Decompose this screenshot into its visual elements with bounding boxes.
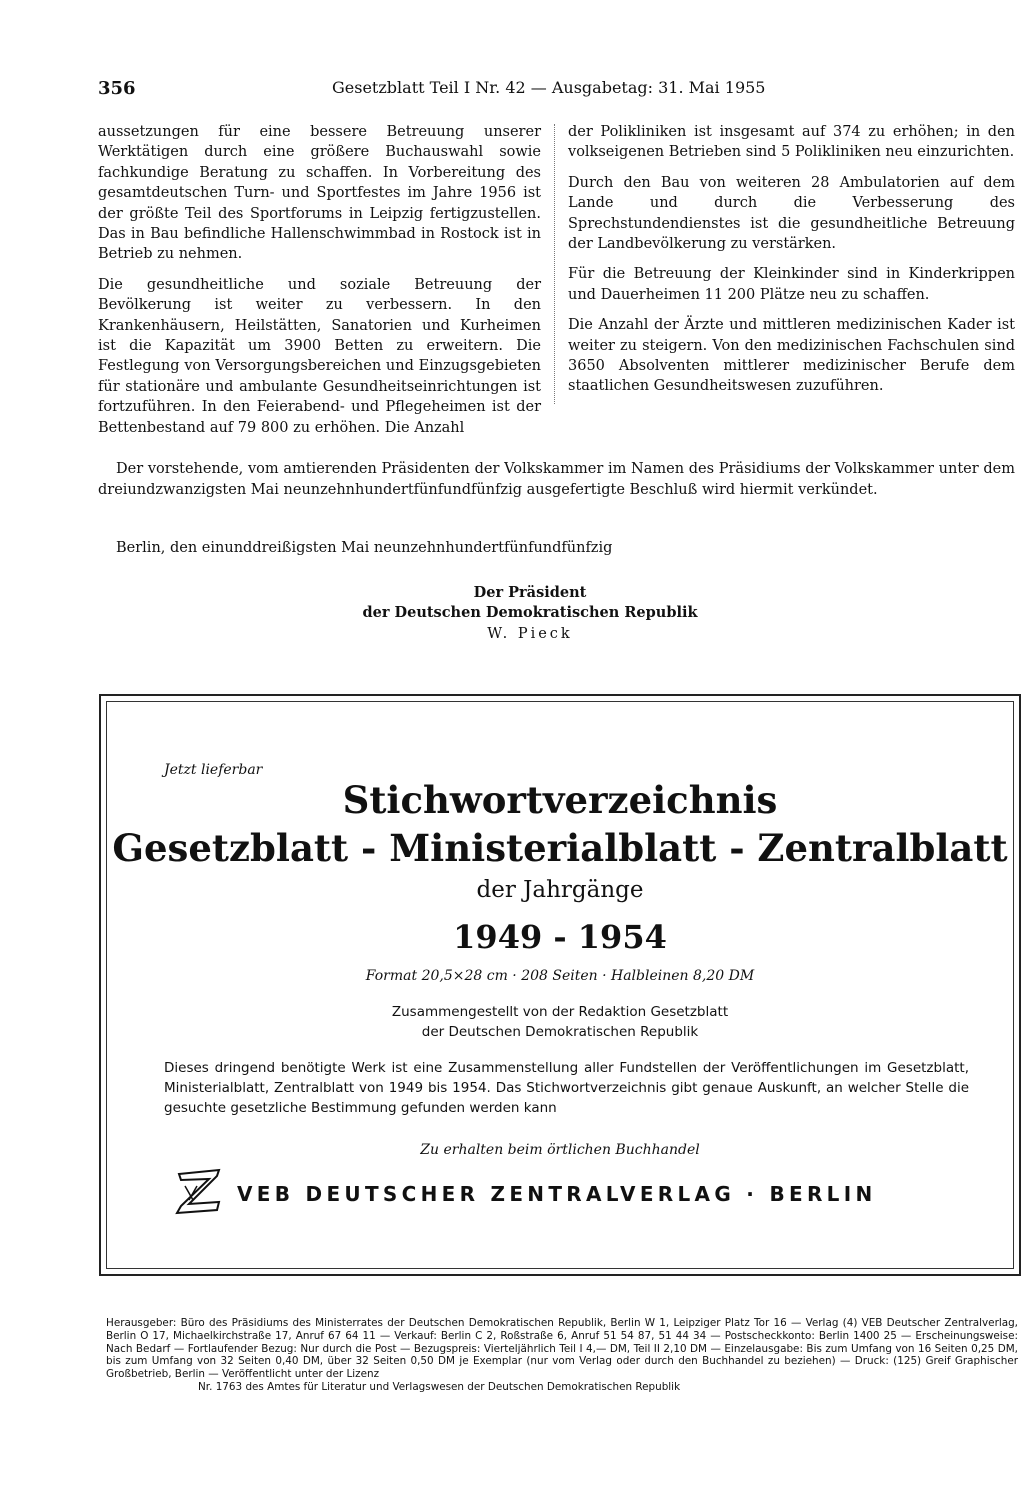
right-paragraph: Durch den Bau von weiteren 28 Ambulatorien auf dem Lande und durch die Verbesserung des Sprechstundendienstes ist die gesundheitliche Betreuung der Landbevölkerung zu verstärken.: [568, 174, 1015, 253]
page-number: 356: [98, 78, 136, 99]
ad-description: Dieses dringend benötigte Werk ist eine Zusammenstellung aller Fundstellen der Veröffentlichungen im Gesetzblatt, Ministerialblatt, Zentralblatt von 1949 bis 1954. Das Stichwortverzeichnis gibt genaue Auskunft, an welcher Stelle die gesuchte gesetzliche Bestimmung gefunden werden kann: [164, 1060, 969, 1116]
right-column: [568, 122, 1015, 407]
dateline: Berlin, den einunddreißigsten Mai neunzehnhundertfünfundfünfzig: [116, 540, 613, 556]
ad-compiled-line: Zusammengestellt von der Redaktion Gesetzblatt: [391, 1004, 729, 1020]
right-paragraph: der Polikliniken ist insgesamt auf 374 zu erhöhen; in den volkseigenen Betrieben sind 5 Polikliniken neu einzurichten.: [568, 124, 1015, 161]
proclamation-text: Der vorstehende, vom amtierenden Präsidenten der Volkskammer im Namen des Präsidiums der Volkskammer unter dem dreiundzwanzigsten Mai neunzehnhundertfünfundfünfzig ausgefertigte Beschluß wird hiermit verkündet.: [98, 461, 1015, 498]
signature-title: Der Präsident: [473, 584, 587, 601]
left-paragraph: aussetzungen für eine bessere Betreuung unserer Werktätigen durch eine größere Buchauswahl sowie fachkundige Beratung zu schaffen. In Vorbereitung des gesamtdeutschen Turn- und Sportfestes im Jahre 1956 ist der größte Teil des Sportforums in Leipzig fertigzustellen. Das in Bau befindliche Hallenschwimmbad in Rostock ist in Betrieb zu nehmen.: [98, 124, 541, 263]
ad-publisher: VEB DEUTSCHER ZENTRALVERLAG · BERLIN: [237, 1182, 877, 1206]
ad-title: Stichwortverzeichnis: [342, 778, 778, 822]
ad-subtitle: Gesetzblatt - Ministerialblatt - Zentralblatt: [112, 826, 1008, 870]
signature-block: [330, 583, 730, 644]
publisher-logo-icon: [173, 1166, 225, 1216]
signature-name: W. Pieck: [487, 625, 573, 642]
header-title: Gesetzblatt Teil I Nr. 42 — Ausgabetag: 31. Mai 1955: [332, 78, 766, 97]
right-paragraph: Die Anzahl der Ärzte und mittleren medizinischen Kader ist weiter zu steigern. Von den medizinischen Fachschulen sind 3650 Absolventen mittlerer medizinischer Berufe dem staatlichen Gesundheitswesen zuzuführen.: [568, 317, 1015, 395]
signature-office: der Deutschen Demokratischen Republik: [362, 604, 698, 622]
advertisement-box: [99, 694, 1021, 1276]
ad-years-label: der Jahrgänge: [476, 877, 644, 903]
column-divider: [554, 124, 555, 404]
imprint-text: Herausgeber: Büro des Präsidiums des Ministerrates der Deutschen Demokratischen Republik, Berlin W 1, Leipziger Platz Tor 16 — Verlag (4) VEB Deutscher Zentralverlag, Berlin O 17, Michaelkirchstraße 17, Anruf 67 64 11 — Verkauf: Berlin C 2, Roßstraße 6, Anruf 51 54 87, 51 44 34 — Postscheckkonto: Berlin 1400 25 — Erscheinungsweise: Nach Bedarf — Fortlaufender Bezug: Nur durch die Post — Bezugspreis: Vierteljährlich Teil I 4,— DM, Teil II 2,10 DM — Einzelausgabe: Bis zum Umfang von 16 Seiten 0,25 DM, bis zum Umfang von 32 Seiten 0,40 DM, über 32 Seiten 0,50 DM je Exemplar (nur vom Verlag oder durch den Buchhandel zu beziehen) — Druck: (125) Greif Graphischer Großbetrieb, Berlin — Veröffentlicht unter der Lizenz: [106, 1317, 1018, 1381]
ad-years: 1949 - 1954: [453, 918, 667, 956]
ad-available-label: Jetzt lieferbar: [164, 762, 263, 778]
ad-obtain-note: Zu erhalten beim örtlichen Buchhandel: [420, 1142, 700, 1158]
right-paragraph: Für die Betreuung der Kleinkinder sind in Kinderkrippen und Dauerheimen 11 200 Plätze neu zu schaffen.: [568, 266, 1015, 303]
advertisement-inner-frame: [106, 701, 1014, 1269]
left-paragraph: Die gesundheitliche und soziale Betreuung der Bevölkerung ist weiter zu verbessern. In den Krankenhäusern, Heilstätten, Sanatorien und Kurheimen ist die Kapazität um 3900 Betten zu erweitern. Die Festlegung von Versorgungsbereichen und Einzugsgebieten für stationäre und ambulante Gesundheitseinrichtungen ist fortzuführen. In den Feierabend- und Pflegeheimen ist der Bettenbestand auf 79 800 zu erhöhen. Die Anzahl: [98, 276, 541, 436]
page-header: [98, 78, 1024, 102]
left-column: [98, 122, 541, 448]
ad-format: Format 20,5×28 cm · 208 Seiten · Halbleinen 8,20 DM: [365, 968, 755, 984]
ad-compiled-by: [107, 1002, 1013, 1042]
imprint-license-line: Nr. 1763 des Amtes für Literatur und Verlagswesen der Deutschen Demokratischen Republik: [198, 1380, 681, 1393]
imprint-footer: [106, 1317, 1018, 1394]
ad-compiled-line: der Deutschen Demokratischen Republik: [421, 1024, 699, 1040]
